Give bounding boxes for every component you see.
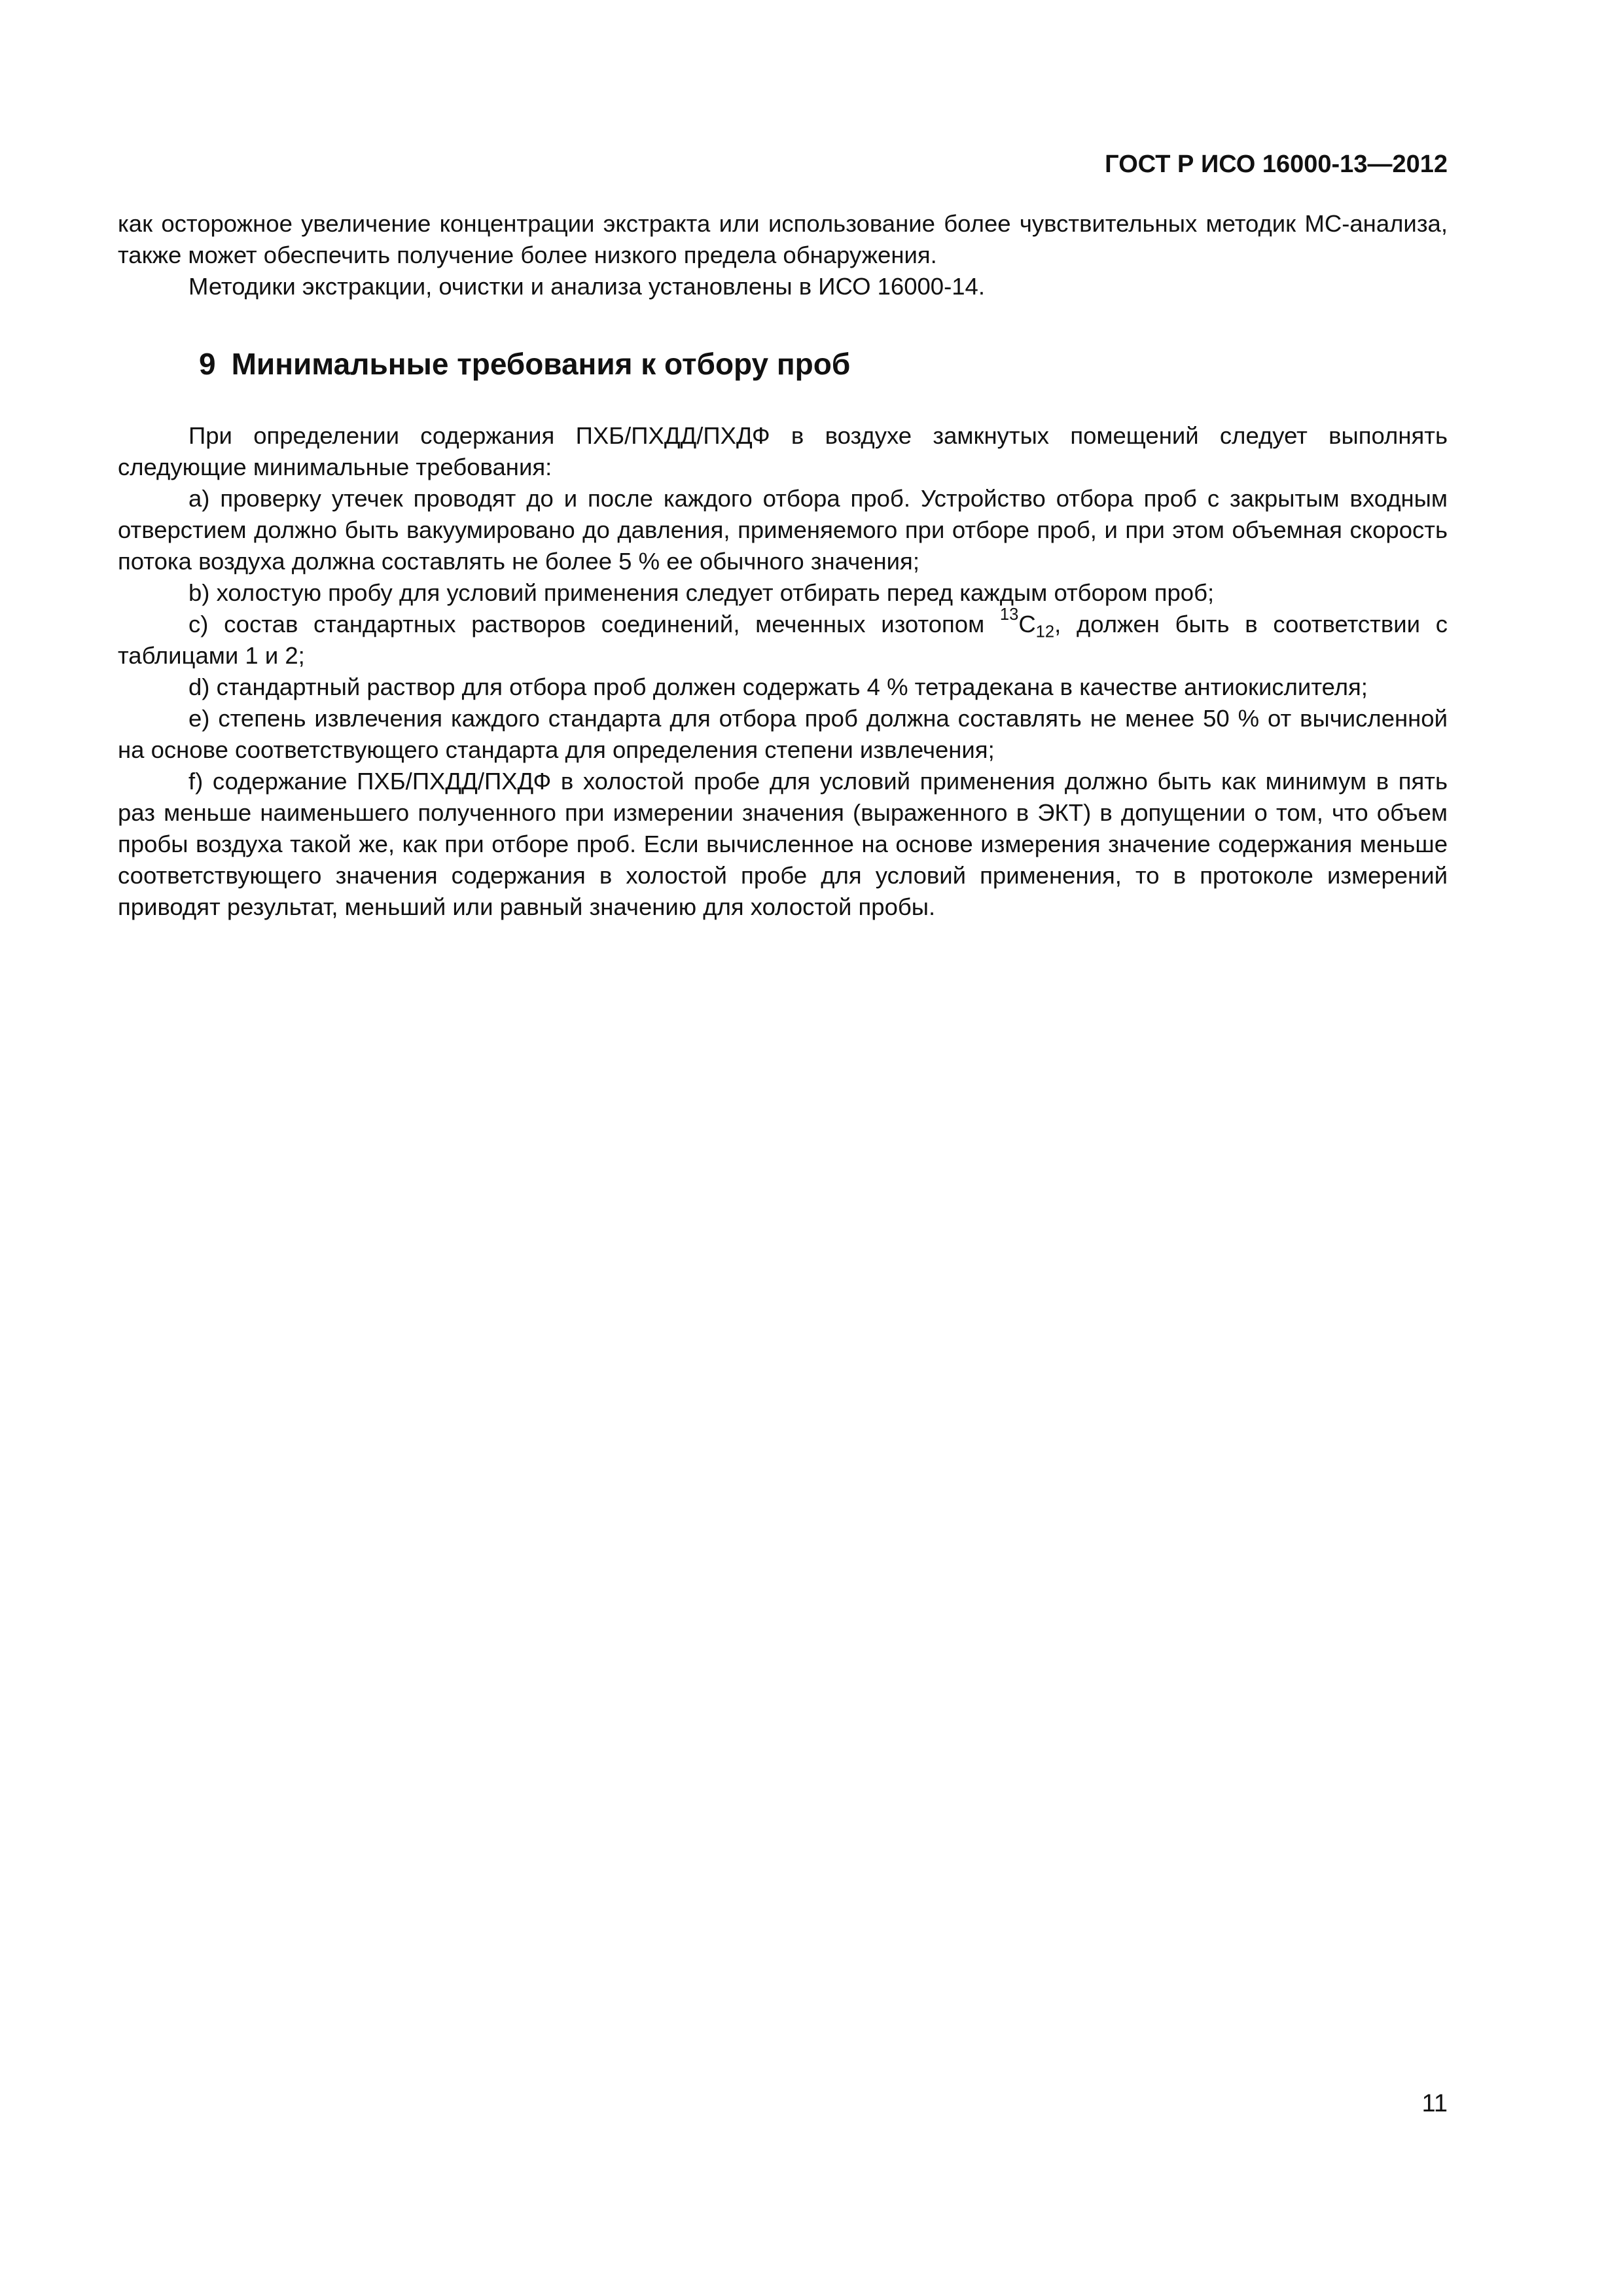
item-c-text-start: c) состав стандартных растворов соединений, меченных изотопом	[188, 611, 1000, 637]
requirement-item-b: b) холостую пробу для условий применения следует отбирать перед каждым отбором проб;	[188, 579, 1215, 606]
section-title: Минимальные требования к отбору проб	[231, 347, 851, 381]
paragraph-continuation: как осторожное увеличение концентрации экстракта или использование более чувствительных методик МС-анализа, также может обеспечить получение более низкого предела обнаружения.	[118, 210, 1448, 268]
requirement-item-d: d) стандартный раствор для отбора проб должен содержать 4 % тетрадекана в качестве антиокислителя;	[188, 673, 1368, 700]
page-number: 11	[1421, 2090, 1448, 2117]
requirement-item-e: e) степень извлечения каждого стандарта для отбора проб должна составлять не менее 50 % от вычисленной на основе соответствующего стандарта для определения степени извлечения;	[118, 705, 1448, 763]
isotope-mass-number: 13	[999, 605, 1019, 624]
isotope-subscript: 12	[1035, 622, 1055, 641]
paragraph-methods-reference: Методики экстракции, очистки и анализа установлены в ИСО 16000-14.	[188, 273, 985, 300]
page-body	[118, 208, 1448, 923]
isotope-element: C	[1018, 611, 1036, 637]
requirement-item-c	[118, 605, 1448, 672]
document-code-header: ГОСТ Р ИСО 16000-13—2012	[1105, 151, 1448, 178]
section-intro: При определении содержания ПХБ/ПХДД/ПХДФ в воздухе замкнутых помещений следует выполнять следующие минимальные требования:	[118, 422, 1448, 480]
requirement-item-f: f) содержание ПХБ/ПХДД/ПХДФ в холостой пробе для условий применения должно быть как минимум в пять раз меньше наименьшего полученного при измерении значения (выраженного в ЭКТ) в допущении о том, что объем пробы воздуха такой же, как при отборе проб. Если вычисленное на основе измерения значение содержания меньше соответствующего значения содержания в холостой пробе для условий применения, то в протоколе измерений приводят результат, меньший или равный значению для холостой пробы.	[118, 768, 1448, 920]
item-c-text-end: , должен быть в соответствии с таблицами 1 и 2;	[118, 611, 1448, 669]
section-number: 9	[199, 347, 216, 381]
requirement-item-a: a) проверку утечек проводят до и после каждого отбора проб. Устройство отбора проб с закрытым входным отверстием должно быть вакуумировано до давления, применяемого при отборе проб, и при этом объемная скорость потока воздуха должна составлять не более 5 % ее обычного значения;	[118, 485, 1448, 575]
section-heading	[199, 346, 1448, 382]
